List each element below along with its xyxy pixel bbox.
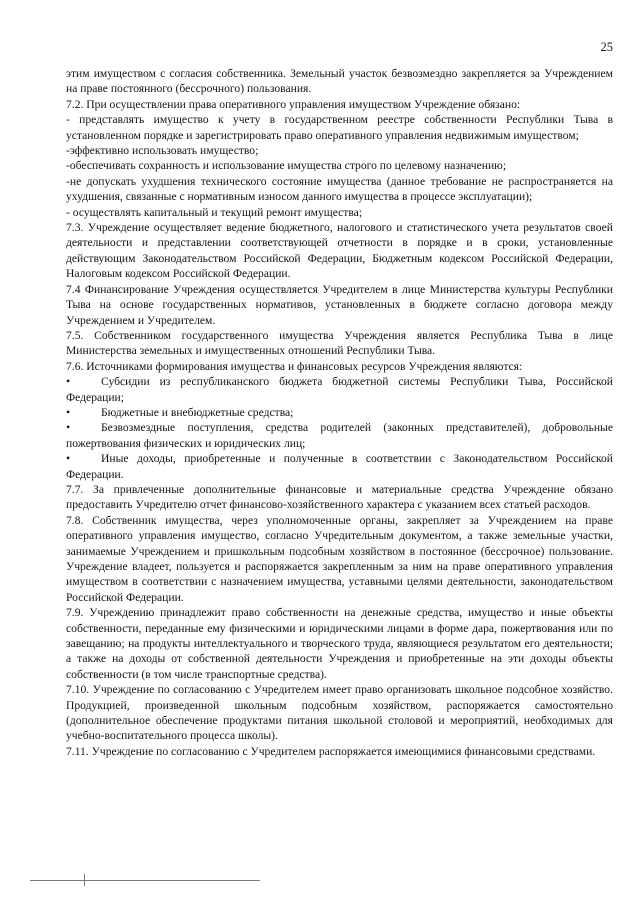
paragraph: -эффективно использовать имущество;: [66, 144, 259, 158]
bullet-text: Бюджетные и внебюджетные средства;: [101, 405, 294, 419]
bullet-item: [66, 405, 613, 420]
bullet-icon: [66, 451, 101, 466]
bullet-item: [66, 374, 613, 405]
bullet-item: [66, 451, 613, 482]
bullet-icon: [66, 420, 101, 435]
paragraph: 7.5. Собственником государственного имущества Учреждения является Республика Тыва в лице Министерства земельных и имущественных отношений Республики Тыва.: [66, 328, 613, 358]
paragraph: 7.10. Учреждение по согласованию с Учредителем имеет право организовать школьное подсобное хозяйство. Продукцией, произведенной школьным подсобным хозяйством, распоряжается самостоятельно (дополнительное обеспечение продуктами питания школьной столовой и мероприятий, необходимых для учебно-воспитательного процесса школы).: [66, 683, 613, 743]
footer-rule: [30, 880, 260, 881]
bullet-text: Безвозмездные поступления, средства родителей (законных представителей), добровольные пожертвования физических и юридических лиц;: [66, 421, 613, 450]
paragraph: этим имуществом с согласия собственника. Земельный участок безвозмездно закрепляется за Учреждением на праве постоянного (бессрочного) пользования.: [66, 67, 613, 96]
bullet-icon: [66, 405, 101, 420]
bullet-item: [66, 420, 613, 451]
bullet-text: Субсидии из республиканского бюджета бюджетной системы Республики Тыва, Российской Федерации;: [66, 375, 613, 404]
paragraph: 7.3. Учреждение осуществляет ведение бюджетного, налогового и статистического учета результатов своей деятельности и представлении соответствующей отчетности в порядке и в сроки, установленные действующим Законодательством Российской Федерации, Бюджетным кодексом Российской Федерации, Налоговым кодексом Российской Федерации.: [66, 221, 613, 281]
paragraph: 7.6. Источниками формирования имущества и финансовых ресурсов Учреждения являются:: [66, 359, 523, 373]
bullet-text: Иные доходы, приобретенные и полученные в соответствии с Законодательством Российской Федерации.: [66, 452, 613, 481]
paragraph: - представлять имущество к учету в государственном реестре собственности Республики Тыва в установленном порядке и зарегистрировать право оперативного управления недвижимым имуществом;: [66, 113, 613, 142]
paragraph: 7.2. При осуществлении права оперативного управления имуществом Учреждение обязано:: [66, 97, 521, 111]
paragraph: - осуществлять капитальный и текущий ремонт имущества;: [66, 205, 363, 219]
paragraph: 7.9. Учреждению принадлежит право собственности на денежные средства, имущество и иные объекты собственности, переданные ему физическими и юридическими лицами в форме дара, пожертвования или по завещанию; на продукты интеллектуального и творческого труда, являющиеся результатом его деятельности; а также на доходы от собственной деятельности Учреждения и приобретенные на эти доходы объекты собственности (в том числе транспортные средства).: [66, 606, 613, 681]
paragraph: 7.7. За привлеченные дополнительные финансовые и материальные средства Учреждение обязано предоставить Учредителю отчет финансово-хозяйственного характера с указанием всех статьей расходов.: [66, 482, 613, 512]
page-number: 25: [600, 40, 613, 54]
paragraph: -не допускать ухудшения технического состояние имущества (данное требование не распространяется на ухудшения, связанные с нормативным износом данного имущества в процессе эксплуатации);: [66, 174, 613, 204]
paragraph: 7.11. Учреждение по согласованию с Учредителем распоряжается имеющимися финансовыми средствами.: [66, 744, 596, 758]
paragraph: 7.4 Финансирование Учреждения осуществляется Учредителем в лице Министерства культуры Республики Тыва на основе государственных нормативов, установленных в бюджете согласно договора между Учреждением и Учредителем.: [66, 282, 613, 327]
paragraph: 7.8. Собственник имущества, через уполномоченные органы, закрепляет за Учреждением на праве оперативного управления имущество, согласно Учредительным документом, а также земельные участки, занимаемые Учреждением и пришкольным подсобным хозяйством в постоянное (бессрочное) пользование. Учреждение владеет, пользуется и распоряжается закрепленным за ним на праве оперативного управления имуществом в соответствии с назначением имущества, уставными целями деятельности, законодательством Российской Федерации.: [66, 513, 613, 604]
footer-tick: [84, 874, 85, 886]
bullet-icon: [66, 374, 101, 389]
paragraph: -обеспечивать сохранность и использование имущества строго по целевому назначению;: [66, 159, 507, 173]
document-body: [66, 66, 613, 759]
